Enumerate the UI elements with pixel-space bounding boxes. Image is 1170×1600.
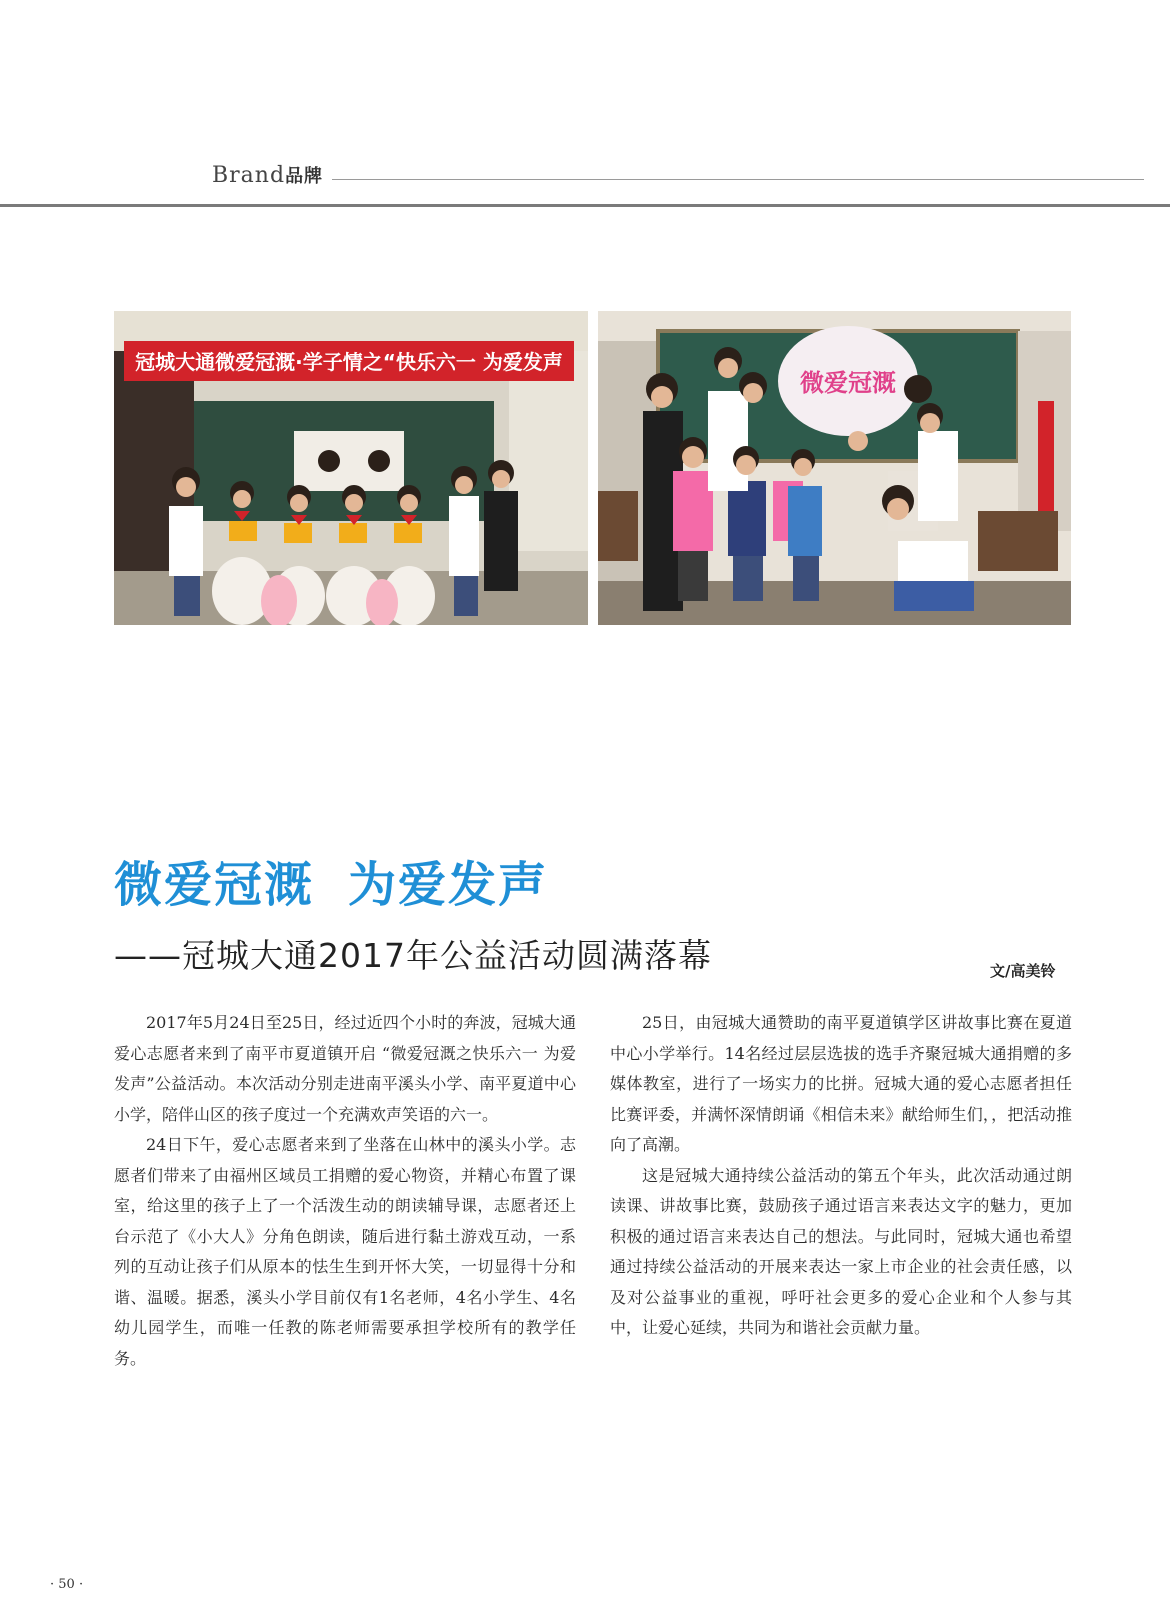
article-paragraph: 25日，由冠城大通赞助的南平夏道镇学区讲故事比赛在夏道中心小学举行。14名经过层层选拔的选手齐聚冠城大通捐赠的多媒体教室，进行了一场实力的比拼。冠城大通的爱心志愿者担任比赛评委，并满怀深情朗诵《相信未来》献给师生们，，把活动推向了高潮。 [610,1013,1072,1154]
header-thick-rule [0,204,1170,207]
article-byline: 文/高美铃 [990,962,1056,980]
banner-text: 冠城大通微爱冠溉·学子情之“快乐六一 为爱发声 [135,350,563,374]
article-paragraph: 24日下午，爱心志愿者来到了坐落在山林中的溪头小学。志愿者们带来了由福州区域员工捐赠的爱心物资，并精心布置了课室，给这里的孩子上了一个活泼生动的朗读辅导课，志愿者还上台示范了《小大人》分角色朗读，随后进行黏土游戏互动，一系列的互动让孩子们从原本的怯生生到开怀大笑，一切显得十分和谐、温暖。据悉，溪头小学目前仅有1名老师，4名小学生、4名幼儿园学生，而唯一任教的陈老师需要承担学校所有的教学任务。 [114,1135,576,1368]
section-header [0,158,1170,210]
article-title-part1: 微爱冠溉 [114,857,315,913]
article-title [114,846,548,915]
section-label-en: Brand [212,163,286,188]
article-column-left [114,1008,576,1374]
article-subtitle: ——冠城大通2017年公益活动圆满落幕 [114,936,712,975]
photo-classroom-group [114,311,588,625]
photo-volunteers-children [598,311,1071,625]
article-title-part2: 为爱发声 [348,857,549,913]
header-thin-rule [332,179,1144,180]
section-label-cn: 品牌 [285,166,324,187]
page-number: · 50 · [50,1577,84,1592]
article-column-right [610,1008,1072,1344]
board-text: 微爱冠溉 [800,369,896,397]
article-paragraph: 这是冠城大通持续公益活动的第五个年头，此次活动通过朗读课、讲故事比赛，鼓励孩子通过语言来表达文字的魅力，更加积极的通过语言来表达自己的想法。与此同时，冠城大通也希望通过持续公益活动的开展来表达一家上市企业的社会责任感，以及对公益事业的重视，呼吁社会更多的爱心企业和个人参与其中，让爱心延续，共同为和谐社会贡献力量。 [610,1165,1072,1337]
section-label [212,162,323,188]
article-paragraph: 2017年5月24日至25日，经过近四个小时的奔波，冠城大通爱心志愿者来到了南平市夏道镇开启 “微爱冠溉之快乐六一 为爱发声”公益活动。本次活动分别走进南平溪头小学、南平夏道中心小学，陪伴山区的孩子度过一个充满欢声笑语的六一。 [114,1013,576,1124]
